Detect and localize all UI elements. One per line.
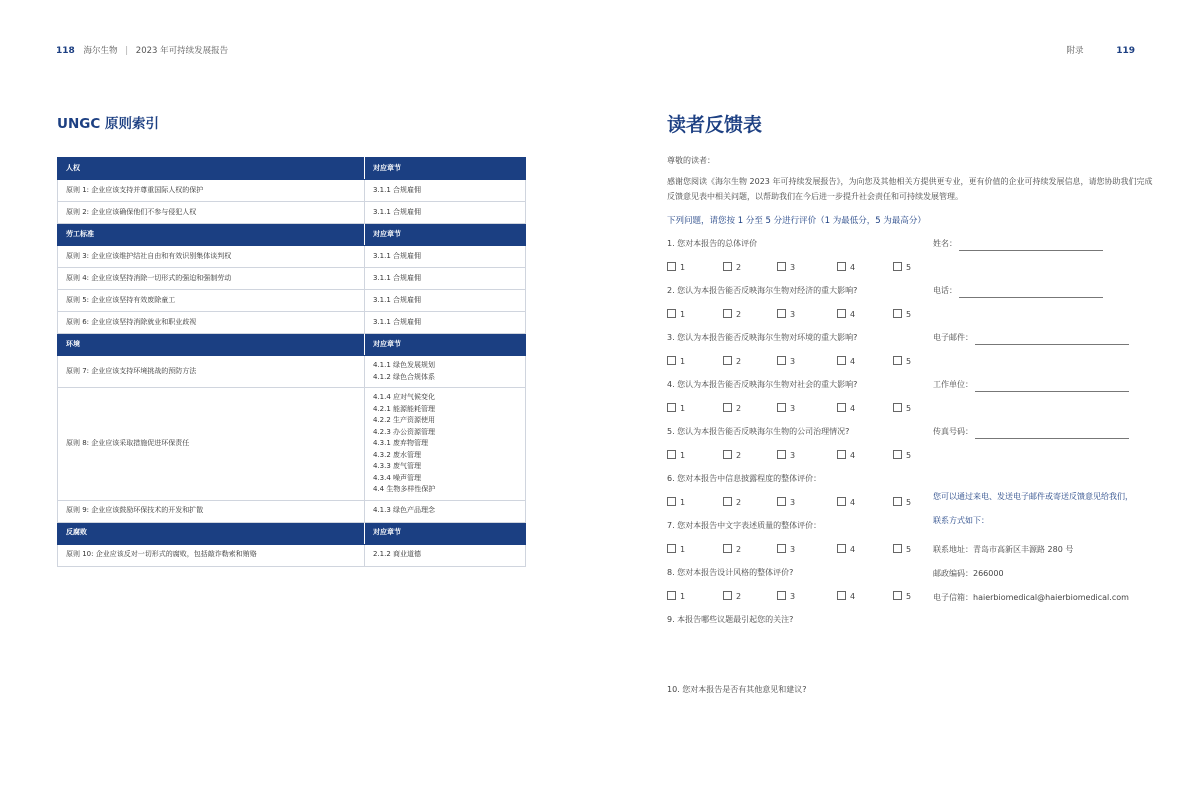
- table-row: [58, 290, 526, 312]
- rating-option[interactable]: [723, 262, 741, 272]
- rating-option-label: 1: [680, 357, 686, 366]
- rating-option[interactable]: [837, 544, 855, 554]
- rating-option[interactable]: [723, 544, 741, 554]
- rating-option-label: 4: [850, 592, 856, 601]
- checkbox[interactable]: [667, 450, 676, 459]
- checkbox[interactable]: [777, 356, 786, 365]
- field-label: 电子邮件：: [933, 333, 973, 342]
- question-7: 7. 您对本报告中文字表述质量的整体评价：: [667, 521, 822, 530]
- table-row: [58, 180, 526, 202]
- postcode-label: 邮政编码：: [933, 569, 973, 578]
- checkbox[interactable]: [723, 262, 732, 271]
- rating-option[interactable]: [777, 450, 795, 460]
- section-heading: 劳工标准: [58, 224, 365, 246]
- question-8: 8. 您对本报告设计风格的整体评价?: [667, 568, 794, 577]
- checkbox[interactable]: [667, 497, 676, 506]
- rating-option[interactable]: [837, 450, 855, 460]
- rating-option[interactable]: [777, 591, 795, 601]
- rating-option[interactable]: [723, 497, 741, 507]
- checkbox[interactable]: [667, 591, 676, 600]
- address-value: 青岛市高新区丰源路 280 号: [973, 545, 1074, 554]
- rating-option[interactable]: [723, 591, 741, 601]
- rating-option-label: 4: [850, 357, 856, 366]
- field-input-line[interactable]: [959, 241, 1103, 251]
- rating-option-label: 2: [736, 451, 742, 460]
- rating-option[interactable]: [837, 309, 855, 319]
- rating-option-label: 4: [850, 451, 856, 460]
- section-heading: 环境: [58, 334, 365, 356]
- form-field: [933, 285, 1103, 298]
- rating-option-label: 4: [850, 404, 856, 413]
- rating-option[interactable]: [893, 591, 911, 601]
- checkbox[interactable]: [777, 403, 786, 412]
- rating-option[interactable]: [893, 356, 911, 366]
- chapter-cell: 4.1.1 绿色发展规划 4.1.2 绿色合规体系: [365, 356, 526, 388]
- checkbox[interactable]: [723, 309, 732, 318]
- section-column-label: 对应章节: [365, 334, 526, 356]
- rating-option-label: 4: [850, 545, 856, 554]
- rating-option-label: 1: [680, 263, 686, 272]
- company-name: 海尔生物: [83, 46, 118, 56]
- checkbox[interactable]: [723, 591, 732, 600]
- rating-option[interactable]: [723, 356, 741, 366]
- rating-option[interactable]: [723, 450, 741, 460]
- section-column-label: 对应章节: [365, 158, 526, 180]
- left-page-number: 118: [56, 46, 75, 56]
- table-row: [58, 202, 526, 224]
- section-header-row: [58, 158, 526, 180]
- rating-option-label: 3: [790, 498, 796, 507]
- rating-option-label: 1: [680, 404, 686, 413]
- checkbox[interactable]: [777, 591, 786, 600]
- form-field: [933, 426, 1129, 439]
- table-row: [58, 246, 526, 268]
- checkbox[interactable]: [667, 262, 676, 271]
- principle-cell: 原则 2: 企业应该确保他们不参与侵犯人权: [58, 202, 365, 224]
- right-page-header: [1066, 44, 1135, 56]
- question-4: 4. 您认为本报告能否反映海尔生物对社会的重大影响?: [667, 380, 858, 389]
- rating-option[interactable]: [893, 262, 911, 272]
- rating-option-label: 1: [680, 451, 686, 460]
- rating-option-label: 5: [906, 592, 912, 601]
- rating-option-label: 2: [736, 310, 742, 319]
- rating-option-label: 1: [680, 310, 686, 319]
- table-row: [58, 312, 526, 334]
- checkbox[interactable]: [777, 497, 786, 506]
- checkbox[interactable]: [723, 497, 732, 506]
- rating-option-label: 3: [790, 451, 796, 460]
- rating-option[interactable]: [837, 403, 855, 413]
- section-name: 附录: [1066, 46, 1084, 56]
- field-input-line[interactable]: [975, 382, 1129, 392]
- form-field: [933, 332, 1129, 345]
- rating-option-label: 3: [790, 357, 796, 366]
- rating-option-label: 1: [680, 498, 686, 507]
- checkbox[interactable]: [667, 356, 676, 365]
- chapter-cell: 3.1.1 合规雇佣: [365, 180, 526, 202]
- checkbox[interactable]: [667, 403, 676, 412]
- rating-option[interactable]: [723, 403, 741, 413]
- report-name: 2023 年可持续发展报告: [135, 46, 229, 56]
- rating-option[interactable]: [893, 497, 911, 507]
- question-9: 9. 本报告哪些议题最引起您的关注?: [667, 615, 794, 624]
- table-row: [58, 356, 526, 388]
- greeting: 尊敬的读者：: [667, 156, 715, 165]
- checkbox[interactable]: [723, 450, 732, 459]
- postcode-line: [933, 568, 1004, 579]
- checkbox[interactable]: [893, 309, 902, 318]
- checkbox[interactable]: [837, 450, 846, 459]
- checkbox[interactable]: [723, 356, 732, 365]
- field-label: 传真号码：: [933, 427, 973, 436]
- section-column-label: 对应章节: [365, 522, 526, 544]
- rating-option-label: 4: [850, 498, 856, 507]
- chapter-cell: 2.1.2 商业道德: [365, 544, 526, 566]
- rating-option-label: 5: [906, 498, 912, 507]
- checkbox[interactable]: [723, 403, 732, 412]
- rating-option-label: 2: [736, 545, 742, 554]
- chapter-cell: 4.1.3 绿色产品理念: [365, 500, 526, 522]
- postcode-value: 266000: [973, 569, 1004, 578]
- checkbox[interactable]: [893, 356, 902, 365]
- checkbox[interactable]: [893, 497, 902, 506]
- checkbox[interactable]: [893, 403, 902, 412]
- left-page-header: [56, 44, 228, 56]
- table-row: [58, 268, 526, 290]
- feedback-title: 读者反馈表: [667, 114, 763, 136]
- question-5: 5. 您认为本报告能否反映海尔生物的公司治理情况?: [667, 427, 850, 436]
- rating-option[interactable]: [837, 262, 855, 272]
- field-input-line[interactable]: [975, 335, 1129, 345]
- table-row: [58, 388, 526, 501]
- email-label: 电子信箱：: [933, 593, 973, 602]
- table-row: [58, 500, 526, 522]
- rating-option-label: 3: [790, 263, 796, 272]
- chapter-cell: 3.1.1 合规雇佣: [365, 290, 526, 312]
- rating-option-label: 5: [906, 357, 912, 366]
- checkbox[interactable]: [777, 309, 786, 318]
- rating-option-label: 2: [736, 404, 742, 413]
- checkbox[interactable]: [837, 591, 846, 600]
- question-6: 6. 您对本报告中信息披露程度的整体评价：: [667, 474, 822, 483]
- chapter-cell: 3.1.1 合规雇佣: [365, 268, 526, 290]
- rating-option-label: 2: [736, 498, 742, 507]
- rating-option-label: 1: [680, 545, 686, 554]
- rating-option-label: 2: [736, 263, 742, 272]
- ungc-index-table: [57, 157, 526, 567]
- rating-option[interactable]: [777, 309, 795, 319]
- rating-option-label: 5: [906, 310, 912, 319]
- principle-cell: 原则 8: 企业应该采取措施促进环保责任: [58, 388, 365, 501]
- rating-option-label: 1: [680, 592, 686, 601]
- principle-cell: 原则 7: 企业应该支持环境挑战的预防方法: [58, 356, 365, 388]
- section-heading: 反腐败: [58, 522, 365, 544]
- checkbox[interactable]: [893, 591, 902, 600]
- section-header-row: [58, 334, 526, 356]
- right-page-number: 119: [1116, 46, 1135, 56]
- checkbox[interactable]: [893, 262, 902, 271]
- address-line: [933, 544, 1073, 555]
- rating-option-label: 2: [736, 592, 742, 601]
- checkbox[interactable]: [837, 309, 846, 318]
- section-header-row: [58, 224, 526, 246]
- rating-option[interactable]: [893, 544, 911, 554]
- field-label: 姓名：: [933, 239, 957, 248]
- email-line: [933, 592, 1129, 603]
- section-column-label: 对应章节: [365, 224, 526, 246]
- ungc-index-title: UNGC 原则索引: [57, 116, 159, 132]
- intro-paragraph: 感谢您阅读《海尔生物 2023 年可持续发展报告》，为向您及其他相关方提供更专业，更有价值的企业可持续发展信息，请您协助我们完成反馈意见表中相关问题，以帮助我们在今后进一步提升社会责任和可持续发展管理。: [667, 177, 1153, 201]
- rating-option-label: 5: [906, 404, 912, 413]
- field-input-line[interactable]: [975, 429, 1129, 439]
- section-heading: 人权: [58, 158, 365, 180]
- question-10: 10. 您对本报告是否有其他意见和建议?: [667, 685, 807, 694]
- checkbox[interactable]: [777, 450, 786, 459]
- rating-option[interactable]: [667, 356, 685, 366]
- rating-option-label: 4: [850, 263, 856, 272]
- rating-option[interactable]: [893, 403, 911, 413]
- checkbox[interactable]: [837, 403, 846, 412]
- rating-option[interactable]: [667, 544, 685, 554]
- rating-option[interactable]: [667, 591, 685, 601]
- rating-instruction: 下列问题，请您按 1 分至 5 分进行评价（1 为最低分，5 为最高分）: [667, 216, 926, 226]
- contact-intro: 您可以通过来电、发送电子邮件或寄送反馈意见给我们，: [933, 492, 1133, 501]
- field-label: 工作单位：: [933, 380, 973, 389]
- address-label: 联系地址：: [933, 545, 973, 554]
- principle-cell: 原则 4: 企业应该坚持消除一切形式的强迫和强制劳动: [58, 268, 365, 290]
- question-2: 2. 您认为本报告能否反映海尔生物对经济的重大影响?: [667, 286, 858, 295]
- rating-option[interactable]: [667, 309, 685, 319]
- rating-option-label: 5: [906, 451, 912, 460]
- rating-option-label: 4: [850, 310, 856, 319]
- checkbox[interactable]: [837, 544, 846, 553]
- rating-option[interactable]: [723, 309, 741, 319]
- chapter-cell: 3.1.1 合规雇佣: [365, 246, 526, 268]
- chapter-cell: 3.1.1 合规雇佣: [365, 312, 526, 334]
- principle-cell: 原则 10: 企业应该反对一切形式的腐败，包括敲诈勒索和贿赂: [58, 544, 365, 566]
- chapter-cell: 3.1.1 合规雇佣: [365, 202, 526, 224]
- email-value: haierbiomedical@haierbiomedical.com: [973, 593, 1129, 602]
- checkbox[interactable]: [667, 309, 676, 318]
- table-row: [58, 544, 526, 566]
- rating-option[interactable]: [777, 544, 795, 554]
- section-header-row: [58, 522, 526, 544]
- rating-option[interactable]: [893, 309, 911, 319]
- checkbox[interactable]: [667, 544, 676, 553]
- rating-option-label: 3: [790, 592, 796, 601]
- principle-cell: 原则 3: 企业应该维护结社自由和有效识别集体谈判权: [58, 246, 365, 268]
- rating-option-label: 3: [790, 545, 796, 554]
- field-input-line[interactable]: [959, 288, 1103, 298]
- question-3: 3. 您认为本报告能否反映海尔生物对环境的重大影响?: [667, 333, 858, 342]
- header-separator: |: [125, 46, 129, 56]
- checkbox[interactable]: [837, 262, 846, 271]
- question-1: 1. 您对本报告的总体评价: [667, 239, 758, 248]
- checkbox[interactable]: [777, 544, 786, 553]
- rating-option-label: 3: [790, 404, 796, 413]
- rating-option[interactable]: [837, 591, 855, 601]
- form-field: [933, 238, 1103, 251]
- principle-cell: 原则 5: 企业应该坚持有效废除童工: [58, 290, 365, 312]
- rating-option[interactable]: [893, 450, 911, 460]
- chapter-cell: 4.1.4 应对气候变化 4.2.1 能源能耗管理 4.2.2 生产资源使用 4.2.3 办公资源管理 4.3.1 废弃物管理 4.3.2 废水管理 4.3.3 废气管理 4.3.4 噪声管理 4.4 生物多样性保护: [365, 388, 526, 501]
- rating-option-label: 2: [736, 357, 742, 366]
- checkbox[interactable]: [723, 544, 732, 553]
- contact-intro-2: 联系方式如下：: [933, 516, 989, 525]
- rating-option[interactable]: [667, 497, 685, 507]
- rating-option[interactable]: [837, 497, 855, 507]
- checkbox[interactable]: [893, 450, 902, 459]
- rating-option-label: 5: [906, 263, 912, 272]
- form-field: [933, 379, 1129, 392]
- rating-option-label: 3: [790, 310, 796, 319]
- rating-option[interactable]: [777, 497, 795, 507]
- rating-option[interactable]: [777, 356, 795, 366]
- checkbox[interactable]: [777, 262, 786, 271]
- principle-cell: 原则 6: 企业应该坚持消除就业和职业歧视: [58, 312, 365, 334]
- checkbox[interactable]: [837, 356, 846, 365]
- rating-option-label: 5: [906, 545, 912, 554]
- checkbox[interactable]: [893, 544, 902, 553]
- principle-cell: 原则 9: 企业应该鼓励环保技术的开发和扩散: [58, 500, 365, 522]
- rating-option[interactable]: [667, 262, 685, 272]
- rating-option[interactable]: [667, 403, 685, 413]
- principle-cell: 原则 1: 企业应该支持并尊重国际人权的保护: [58, 180, 365, 202]
- rating-option[interactable]: [667, 450, 685, 460]
- rating-option[interactable]: [837, 356, 855, 366]
- field-label: 电话：: [933, 286, 957, 295]
- rating-option[interactable]: [777, 403, 795, 413]
- checkbox[interactable]: [837, 497, 846, 506]
- rating-option[interactable]: [777, 262, 795, 272]
